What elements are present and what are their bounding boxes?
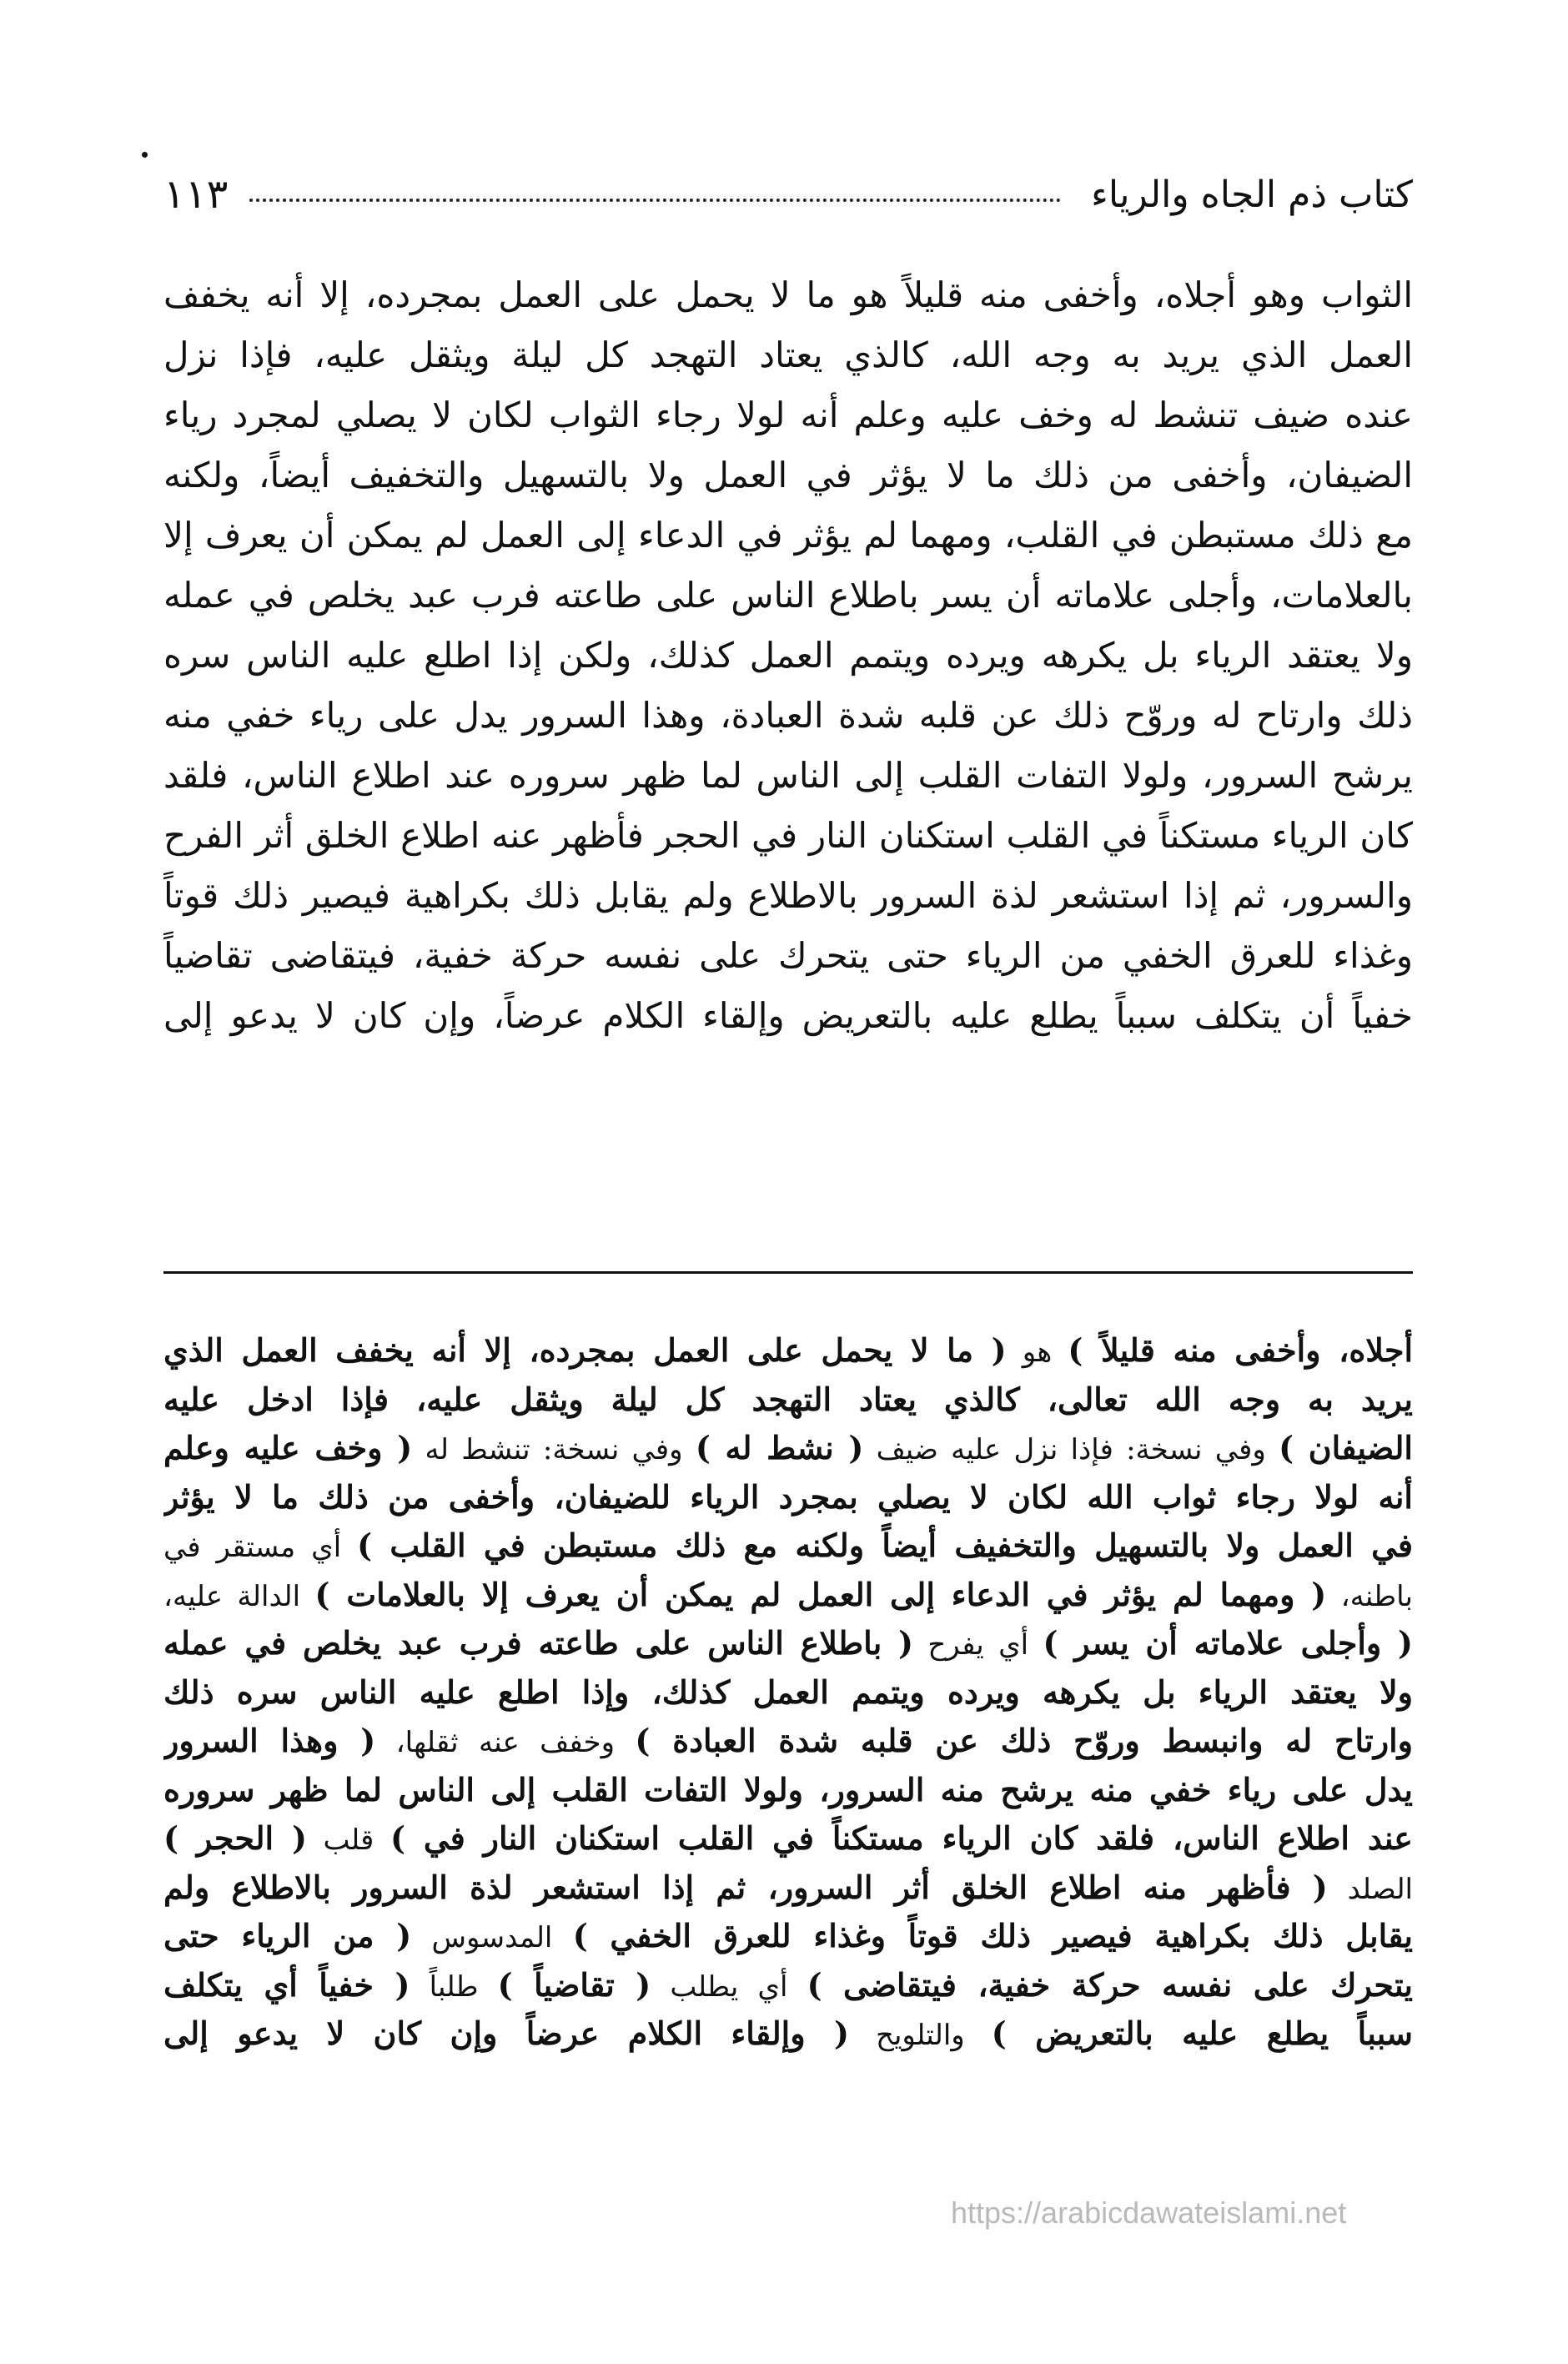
main-line: بالعلامات، وأجلى علاماته أن يسر باطلاع الناس على طاعته فرب عبد يخلص في عمله	[163, 575, 1413, 616]
quoted-text: ( من الرياء حتى	[163, 1917, 412, 1954]
main-line: الثواب وهو أجلاه، وأخفى منه قليلاً هو ما لا يحمل على العمل بمجرده، إلا أنه يخفف	[163, 274, 1413, 315]
explanation-text: المدسوس	[411, 1921, 573, 1954]
explanation-text: أي يفرح	[913, 1628, 1043, 1662]
quoted-text: يريد به وجه الله تعالى، كالذي يعتاد التهجد كل ليلة ويثقل عليه، فإذا ادخل عليه	[163, 1380, 1413, 1418]
commentary-line	[163, 1961, 1413, 2010]
quoted-text: ( خفياً أي يتكلف	[163, 1965, 410, 2004]
commentary-line	[163, 1864, 1413, 1913]
page-header	[163, 165, 1413, 224]
explanation-text: قلب	[307, 1823, 390, 1857]
commentary-line	[163, 1814, 1413, 1864]
commentary-line	[163, 1473, 1413, 1522]
main-line: مع ذلك مستبطن في القلب، ومهما لم يؤثر في الدعاء إلى العمل لم يمكن أن يعرف إلا	[163, 515, 1413, 556]
quoted-text: يتحرك على نفسه حركة خفية، فيتقاضى )	[807, 1965, 1413, 2004]
quoted-text: أجلاه، وأخفى منه قليلاً )	[1068, 1331, 1413, 1369]
commentary-line	[163, 1326, 1413, 1376]
explanation-text: أي مستقر في	[163, 1531, 358, 1564]
main-line: ولا يعتقد الرياء بل يكرهه ويرده ويتمم العمل كذلك، ولكن إذا اطلع عليه الناس سره	[163, 635, 1413, 676]
quoted-text: يدل على رياء خفي منه يرشح منه السرور، ولولا التفات القلب إلى الناس لما ظهر سروره	[163, 1770, 1413, 1808]
quoted-text: ( تقاضياً )	[497, 1965, 651, 2004]
commentary-line	[163, 1912, 1413, 1961]
commentary	[163, 1326, 1413, 2059]
main-line: الضيفان، وأخفى من ذلك ما لا يؤثر في العمل ولا بالتسهيل والتخفيف أيضاً، ولكنه	[163, 455, 1413, 495]
main-line: وغذاء للعرق الخفي من الرياء حتى يتحرك على نفسه حركة خفية، فيتقاضى تقاضياً	[163, 935, 1413, 976]
main-line: ذلك وارتاح له وروّح ذلك عن قلبه شدة العبادة، وهذا السرور يدل على رياء خفي منه	[163, 695, 1413, 736]
quoted-text: الضيفان )	[1279, 1429, 1413, 1466]
footnote-separator	[163, 1271, 1413, 1274]
main-line: العمل الذي يريد به وجه الله، كالذي يعتاد التهجد كل ليلة ويثقل عليه، فإذا نزل	[163, 334, 1413, 375]
leader-dots	[249, 199, 1061, 202]
main-line: والسرور، ثم إذا استشعر لذة السرور بالاطلاع ولم يقابل ذلك بكراهية فيصير ذلك قوتاً	[163, 875, 1413, 916]
commentary-line	[163, 1522, 1413, 1571]
explanation-text: طلباً	[410, 1969, 498, 2004]
quoted-text: ولا يعتقد الرياء بل يكرهه ويرده ويتمم العمل كذلك، وإذا اطلع عليه الناس سره ذلك	[163, 1672, 1413, 1711]
main-line: كان الرياء مستكناً في القلب استكنان النار في الحجر فأظهر عنه اطلاع الخلق أثر الفرح	[163, 815, 1413, 856]
commentary-line	[163, 1668, 1413, 1718]
explanation-text: وخفف عنه ثقلها،	[375, 1726, 636, 1759]
quoted-text: في العمل ولا بالتسهيل والتخفيف أيضاً ولكنه مع ذلك مستبطن في القلب )	[357, 1527, 1413, 1564]
quoted-text: ( نشط له )	[695, 1429, 864, 1466]
commentary-line	[163, 1766, 1413, 1815]
quoted-text: ( ما لا يحمل على العمل بمجرده، إلا أنه يخفف العمل الذي	[163, 1331, 1007, 1369]
quoted-text: ( باطلاع الناس على طاعته فرب عبد يخلص في عمله	[163, 1624, 914, 1662]
main-line: يرشح السرور، ولولا التفات القلب إلى الناس لما ظهر سروره عند اطلاع الناس، فلقد	[163, 755, 1413, 796]
page-number: ١١٣	[163, 171, 229, 218]
commentary-line	[163, 1619, 1413, 1668]
main-text	[163, 265, 1413, 1046]
commentary-line	[163, 2009, 1413, 2059]
quoted-text: ( وهذا السرور	[163, 1722, 376, 1759]
explanation-text: أي يطلب	[651, 1969, 807, 2004]
commentary-line	[163, 1376, 1413, 1425]
quoted-text: يقابل ذلك بكراهية فيصير ذلك قوتاً وغذاء للعرق الخفي )	[572, 1917, 1413, 1954]
explanation-text: باطنه،	[1326, 1579, 1413, 1613]
quoted-text: ( فأظهر منه اطلاع الخلق أثر السرور، ثم إذا استشعر لذة السرور بالاطلاع ولم	[163, 1868, 1328, 1906]
quoted-text: ( ومهما لم يؤثر في الدعاء إلى العمل لم يمكن أن يعرف إلا بالعلامات )	[314, 1575, 1327, 1613]
main-line: عنده ضيف تنشط له وخف عليه وعلم أنه لولا رجاء الثواب لكان لا يصلي لمجرد رياء	[163, 395, 1413, 435]
quoted-text: وارتاح له وانبسط وروّح ذلك عن قلبه شدة العبادة )	[635, 1722, 1413, 1759]
explanation-text: والتلويح	[849, 2019, 992, 2052]
quoted-text: عند اطلاع الناس، فلقد كان الرياء مستكناً في القلب استكنان النار في )	[389, 1819, 1413, 1857]
quoted-text: أنه لولا رجاء ثواب الله لكان لا يصلي بمجرد الرياء للضيفان، وأخفى من ذلك ما لا يؤثر	[163, 1477, 1413, 1516]
quoted-text: سبباً يطلع عليه بالتعريض )	[991, 2014, 1413, 2052]
explanation-text: وفي نسخة: فإذا نزل عليه ضيف	[863, 1433, 1279, 1466]
commentary-line	[163, 1424, 1413, 1473]
running-title: كتاب ذم الجاه والرياء	[1091, 173, 1413, 216]
commentary-line	[163, 1717, 1413, 1766]
main-line: خفياً أن يتكلف سبباً يطلع عليه بالتعريض وإلقاء الكلام عرضاً، وإن كان لا يدعو إلى	[163, 995, 1413, 1036]
commentary-line	[163, 1571, 1413, 1620]
quoted-text: ( وأجلى علاماته أن يسر )	[1043, 1624, 1413, 1662]
quoted-text: ( وإلقاء الكلام عرضاً وإن كان لا يدعو إلى	[163, 2014, 849, 2052]
explanation-text: الصلد	[1327, 1872, 1413, 1906]
watermark-url: https://arabicdawateislami.net	[951, 2196, 1347, 2230]
quoted-text: ( وخف عليه وعلم	[163, 1429, 413, 1466]
explanation-text: وفي نسخة: تنشط له	[412, 1433, 696, 1466]
quoted-text: ( الحجر )	[163, 1819, 308, 1857]
explanation-text: الدالة عليه،	[163, 1579, 315, 1613]
margin-dot	[142, 152, 148, 158]
explanation-text: هو	[1006, 1335, 1068, 1369]
